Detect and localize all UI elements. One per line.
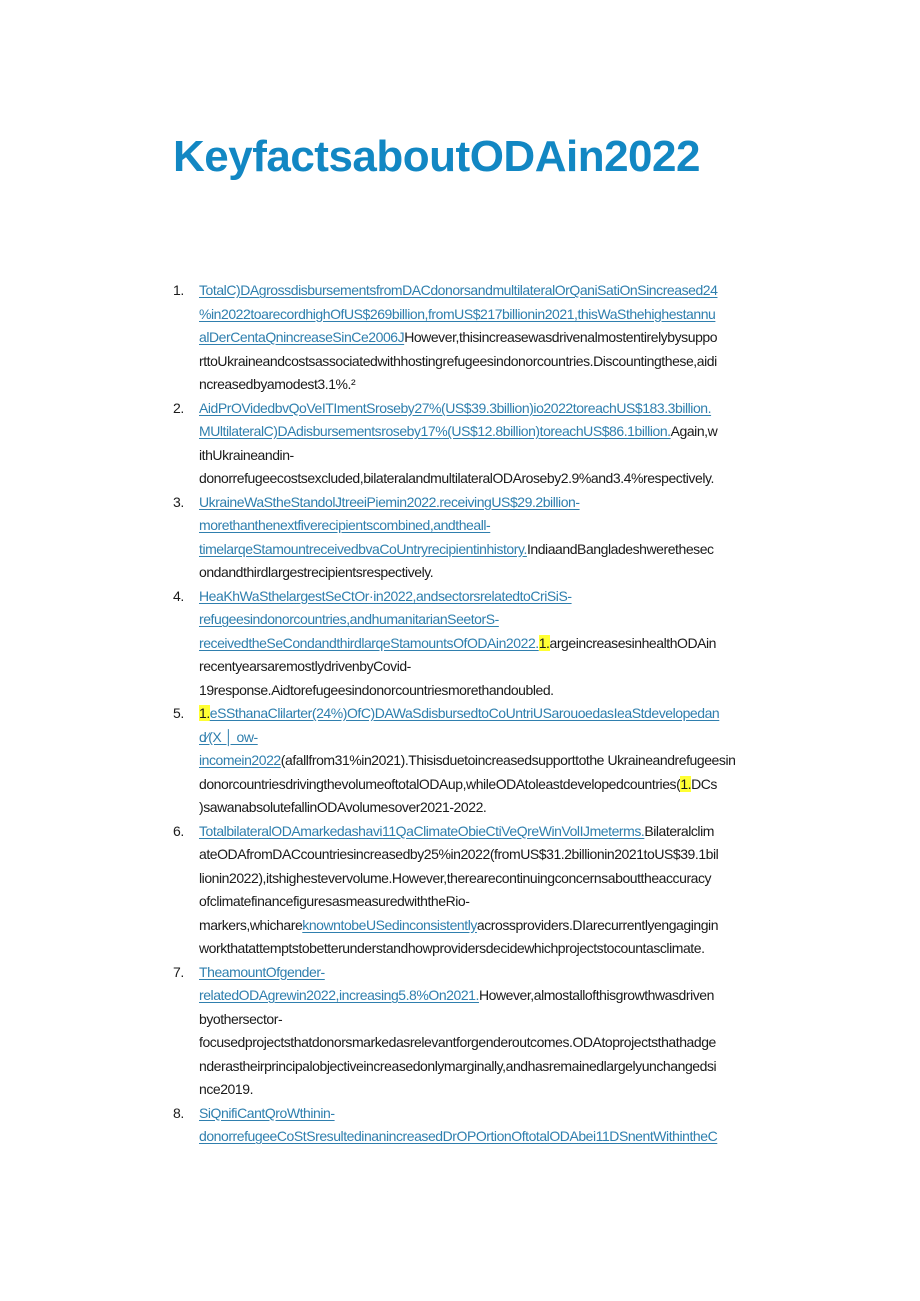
text-line (199, 397, 785, 421)
body-text: donorcountriesdrivingthevolumeoftotalODAup,whileODAtoleastdevelopedcountries( (199, 775, 681, 792)
text-line (199, 1102, 785, 1126)
body-text: markers,whichare (199, 916, 303, 933)
body-text: )sawanabsolutefallinODAvolumesover2021-2022. (199, 799, 487, 815)
text-line (199, 890, 785, 914)
text-line (199, 420, 785, 444)
fact-text (199, 702, 785, 820)
body-text: nderastheirprincipalobjectiveincreasedonlymarginally,andhasremainedlargelyunchangedsi (199, 1057, 717, 1074)
body-text: (afallfrom31%in2021).Thisisduetoincreasedsupporttothe Ukraineandrefugeesin (280, 752, 736, 768)
text-line (199, 796, 785, 820)
text-line (199, 608, 785, 632)
body-text: Again,w (670, 423, 718, 439)
text-line (199, 984, 785, 1008)
body-text: byothersector- (199, 1010, 283, 1027)
text-line (199, 820, 785, 844)
source-link[interactable]: timelarqeStamountreceivedbvaCoUntryrecipientinhistory. (199, 540, 527, 557)
fact-item (173, 585, 788, 703)
body-text: lionin2022),itshighestevervolume.However,therearecontinuingconcernsabouttheaccuracy (199, 869, 712, 886)
source-link[interactable]: SiQnifiCantQroWthinin- (199, 1104, 335, 1121)
body-text: focusedprojectsthatdonorsmarkedasrelevantforgenderoutcomes.ODAtoprojectsthathadge (199, 1034, 716, 1050)
fact-item (173, 397, 788, 491)
source-link[interactable]: %in2022toarecordhighOfUS$269billion,fromUS$217billionin2021,thisWaSthehighestannu (199, 305, 716, 322)
fact-item (173, 1102, 788, 1149)
text-line (199, 326, 785, 350)
source-link[interactable]: donorrefugeeCoStSresultedinanincreasedDrOPOrtionOftotalODAbei11DSnentWithintheC (199, 1128, 718, 1144)
source-link[interactable]: relatedODAgrewin2022,increasing5.8%On2021. (199, 987, 479, 1003)
body-text: acrossproviders.DIarecurrentlyengagingin (476, 916, 719, 933)
body-text: ateODAfromDACcountriesincreasedby25%in2022(fromUS$31.2billionin2021toUS$39.1bil (199, 846, 719, 862)
fact-text (199, 279, 785, 397)
key-facts-list (173, 279, 788, 1149)
fact-number: 8. (173, 1104, 184, 1121)
source-link[interactable]: alDerCentaQnincreaseSinCe2006J (199, 329, 405, 345)
fact-number: 3. (173, 493, 184, 510)
source-link[interactable]: MUltilateralC)DAdisbursementsroseby17%(US$12.8billion)toreachUS$86.1billion. (199, 423, 671, 439)
fact-number: 1. (173, 282, 184, 298)
source-link[interactable]: morethanthenextfiverecipientscombined,andtheall- (199, 517, 491, 533)
body-text: IndiaandBangladeshwerethesec (526, 540, 714, 557)
text-line (199, 514, 785, 538)
fact-text (199, 820, 785, 961)
fact-number: 5. (173, 705, 184, 721)
body-text: However,thisincreasewasdrivenalmostentirelybysuppo (404, 329, 718, 345)
fact-number: 4. (173, 587, 184, 604)
text-line (199, 867, 785, 891)
text-line (199, 702, 785, 726)
text-line (199, 914, 785, 938)
source-link[interactable]: TotalbilateralODAmarkedashavi11QaClimateObieCtiVeQreWinVolIJmeterms. (199, 822, 645, 839)
text-line (199, 561, 785, 585)
text-line (199, 538, 785, 562)
source-link[interactable]: receivedtheSeCondandthirdlarqeStamountsOfODAin2022. (199, 634, 539, 651)
fact-number: 6. (173, 822, 184, 839)
page-title: KeyfactsaboutODAin2022 (173, 132, 700, 181)
body-text: DCs (691, 775, 717, 792)
text-line (199, 679, 785, 703)
fact-item (173, 702, 788, 820)
highlighted-text: 1. (538, 634, 550, 651)
body-text: workthatattemptstobetterunderstandhowprovidersdecidewhichprojectstocountasclimate. (199, 940, 705, 956)
fact-text (199, 961, 785, 1102)
highlighted-text: 1. (680, 775, 692, 792)
fact-item (173, 820, 788, 961)
text-line (199, 843, 785, 867)
source-link[interactable]: refugeesindonorcountries,andhumanitarianSeetorS- (199, 611, 499, 627)
fact-number: 2. (173, 399, 184, 416)
source-link[interactable]: UkraineWaStheStandolJtreeiPiemin2022.receivingUS$29.2billion- (199, 493, 580, 510)
body-text: ithUkraineandin- (199, 446, 294, 463)
text-line (199, 1055, 785, 1079)
source-link[interactable]: HeaKhWaSthelargestSeCtOr·in2022,andsectorsrelatedtoCriSiS- (199, 587, 572, 604)
body-text: argeincreasesinhealthODAin (549, 634, 717, 651)
fact-item (173, 961, 788, 1102)
source-link[interactable]: AidPrOVidedbvQoVeITImentSroseby27%(US$39.3billion)io2022toreachUS$183.3billion. (199, 399, 712, 416)
text-line (199, 655, 785, 679)
text-line (199, 726, 785, 750)
body-text: Bilateralclim (644, 822, 714, 839)
text-line (199, 1008, 785, 1032)
body-text: ondandthirdlargestrecipientsrespectively. (199, 564, 434, 580)
source-link[interactable]: incomein2022 (199, 752, 281, 768)
source-link[interactable]: TheamountOfgender- (199, 963, 325, 980)
body-text: recentyearsaremostlydrivenbyCovid- (199, 658, 411, 674)
body-text: 19response.Aidtorefugeesindonorcountriesmorethandoubled. (199, 681, 554, 698)
body-text: ofclimatefinancefiguresasmeasuredwiththeRio- (199, 893, 470, 909)
body-text: ncreasedbyamodest3.1%.² (199, 376, 356, 392)
text-line (199, 632, 785, 656)
text-line (199, 937, 785, 961)
text-line (199, 585, 785, 609)
fact-text (199, 491, 785, 585)
text-line (199, 1078, 785, 1102)
text-line (199, 773, 785, 797)
fact-text (199, 1102, 785, 1149)
fact-text (199, 585, 785, 703)
body-text: nce2019. (199, 1081, 254, 1097)
source-link[interactable]: eSSthanaClilarter(24%)OfC)DAWaSdisbursedtoCoUntriUSarouoedasIeaStdevelopedan (209, 705, 720, 721)
text-line (199, 279, 785, 303)
highlighted-text: 1. (199, 705, 210, 721)
text-line (199, 749, 785, 773)
source-link[interactable]: TotalC)DAgrossdisbursementsfromDACdonorsandmultilateralOrQaniSatiOnSincreased24 (199, 282, 718, 298)
text-line (199, 444, 785, 468)
text-line (199, 1031, 785, 1055)
text-line (199, 467, 785, 491)
text-line (199, 373, 785, 397)
body-text: rttoUkraineandcostsassociatedwithhostingrefugeesindonorcountries.Discountingthese,aidi (199, 352, 717, 369)
fact-item (173, 279, 788, 397)
text-line (199, 350, 785, 374)
fact-item (173, 491, 788, 585)
source-link[interactable]: knowntobeUSedinconsistently (302, 916, 477, 933)
text-line (199, 491, 785, 515)
body-text: However,almostallofthisgrowthwasdriven (478, 987, 714, 1003)
body-text: donorrefugeecostsexcluded,bilateralandmultilateralODAroseby2.9%and3.4%respectively. (199, 470, 714, 486)
source-link[interactable]: d⁄(X │ ow- (199, 728, 258, 745)
fact-text (199, 397, 785, 491)
fact-number: 7. (173, 963, 184, 980)
text-line (199, 303, 785, 327)
text-line (199, 1125, 785, 1149)
text-line (199, 961, 785, 985)
